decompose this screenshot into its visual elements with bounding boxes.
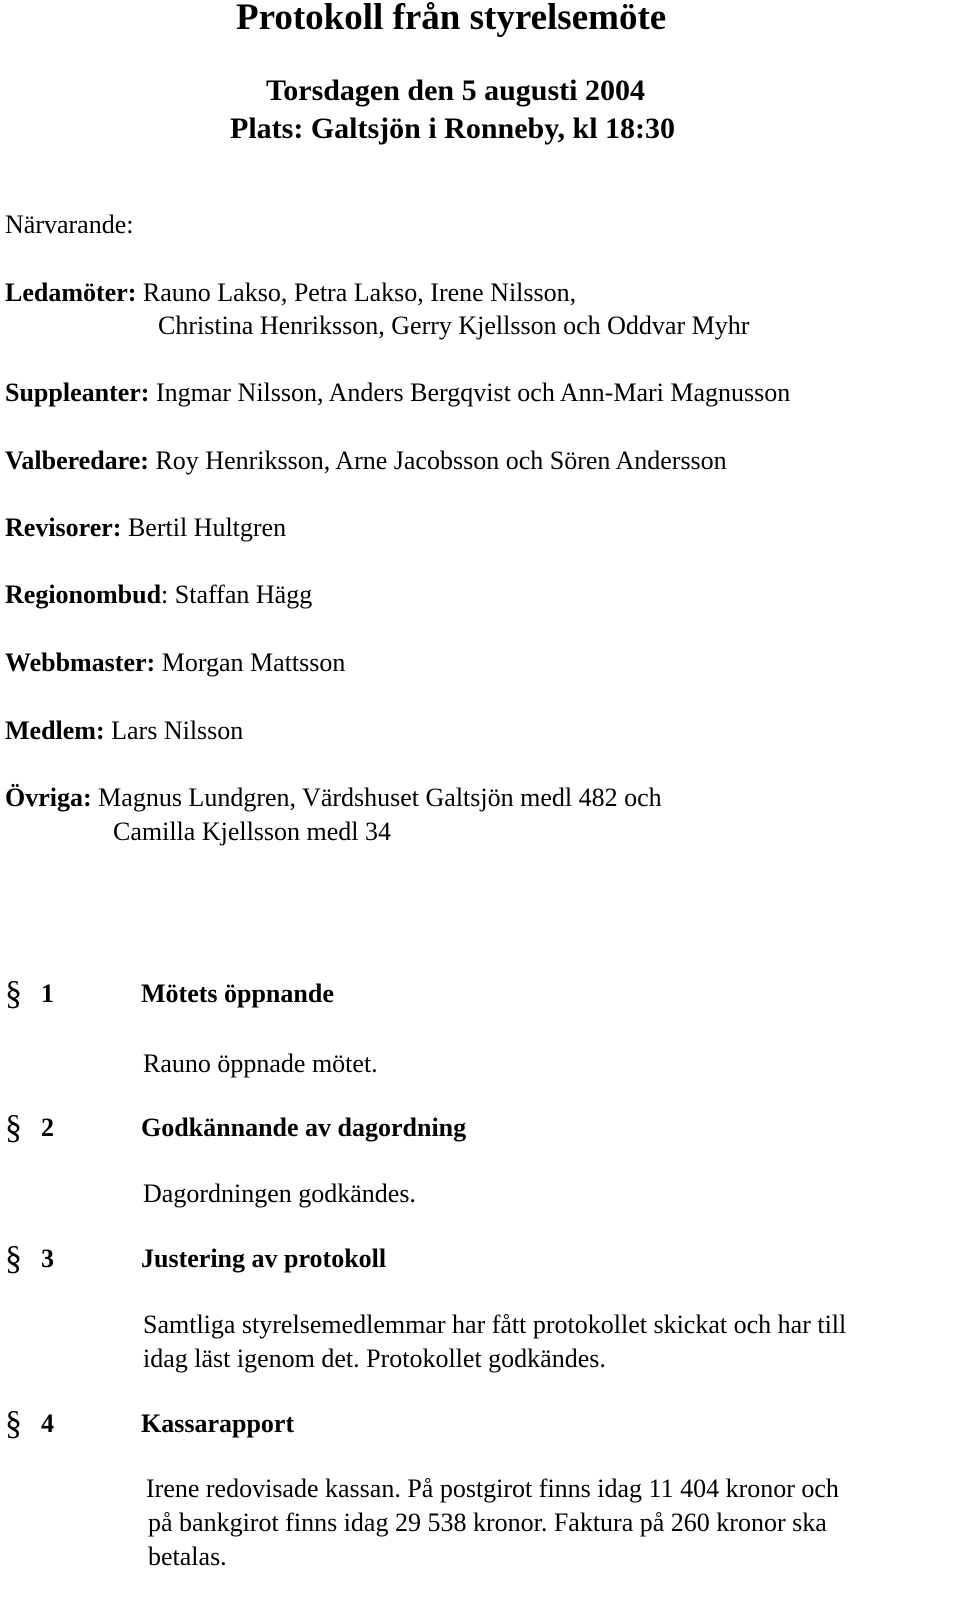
section-number: 1 <box>41 979 54 1008</box>
section-number: 3 <box>41 1244 54 1273</box>
section-1-heading-row <box>5 975 334 1013</box>
document-title: Protokoll från styrelsemöte <box>236 0 667 38</box>
section-3-body-line-2: idag läst igenom det. Protokollet godkändes. <box>143 1344 606 1373</box>
revisorer-line <box>5 511 286 545</box>
ledamoter-value-1: Rauno Lakso, Petra Lakso, Irene Nilsson, <box>142 278 577 307</box>
valberedare-value: Roy Henriksson, Arne Jacobsson och Sören Andersson <box>155 446 727 475</box>
valberedare-line <box>5 444 727 478</box>
revisorer-value: Bertil Hultgren <box>127 513 287 542</box>
section-symbol: § <box>5 1240 22 1277</box>
revisorer-label: Revisorer: <box>5 513 122 542</box>
ovriga-line-1 <box>5 781 662 815</box>
suppleanter-value: Ingmar Nilsson, Anders Bergqvist och Ann-Mari Magnusson <box>155 378 791 407</box>
section-heading: Godkännande av dagordning <box>141 1113 467 1142</box>
ovriga-line-2: Camilla Kjellsson medl 34 <box>113 817 392 846</box>
medlem-label: Medlem: <box>5 716 105 745</box>
webbmaster-line <box>5 646 345 680</box>
section-number: 2 <box>41 1113 54 1142</box>
valberedare-label: Valberedare: <box>5 446 149 475</box>
section-4-body-line-1: Irene redovisade kassan. På postgirot finns idag 11 404 kronor och <box>146 1474 839 1503</box>
webbmaster-label: Webbmaster: <box>5 648 156 677</box>
section-2-heading-row <box>5 1109 467 1147</box>
section-heading: Justering av protokoll <box>141 1244 387 1273</box>
ledamoter-line-1 <box>5 276 576 310</box>
webbmaster-value: Morgan Mattsson <box>161 648 346 677</box>
regionombud-value: : Staffan Hägg <box>161 580 313 609</box>
section-4-body-line-3: betalas. <box>148 1542 227 1571</box>
section-heading: Mötets öppnande <box>141 979 334 1008</box>
meeting-date: Torsdagen den 5 augusti 2004 <box>266 74 645 107</box>
ledamoter-line-2: Christina Henriksson, Gerry Kjellsson och Oddvar Myhr <box>158 311 750 340</box>
section-1-body-line-1: Rauno öppnade mötet. <box>143 1049 378 1078</box>
ledamoter-label: Ledamöter: <box>5 278 137 307</box>
section-symbol: § <box>5 1405 22 1442</box>
section-3-body-line-1: Samtliga styrelsemedlemmar har fått protokollet skickat och har till <box>143 1310 847 1339</box>
section-heading: Kassarapport <box>141 1409 295 1438</box>
meeting-place: Plats: Galtsjön i Ronneby, kl 18:30 <box>230 112 676 145</box>
suppleanter-label: Suppleanter: <box>5 378 150 407</box>
section-3-heading-row <box>5 1240 387 1278</box>
section-2-body-line-1: Dagordningen godkändes. <box>143 1179 416 1208</box>
section-symbol: § <box>5 1109 22 1146</box>
medlem-value: Lars Nilsson <box>111 716 244 745</box>
medlem-line <box>5 714 243 748</box>
section-4-heading-row <box>5 1405 295 1443</box>
regionombud-line <box>5 578 312 612</box>
suppleanter-line <box>5 376 790 410</box>
ovriga-label: Övriga: <box>5 783 92 812</box>
section-number: 4 <box>41 1409 54 1438</box>
regionombud-label: Regionombud <box>5 580 162 609</box>
section-symbol: § <box>5 975 22 1012</box>
ovriga-value-1: Magnus Lundgren, Värdshuset Galtsjön medl 482 och <box>98 783 662 812</box>
section-4-body-line-2: på bankgirot finns idag 29 538 kronor. Faktura på 260 kronor ska <box>148 1508 827 1537</box>
attendance-heading: Närvarande: <box>5 210 134 239</box>
